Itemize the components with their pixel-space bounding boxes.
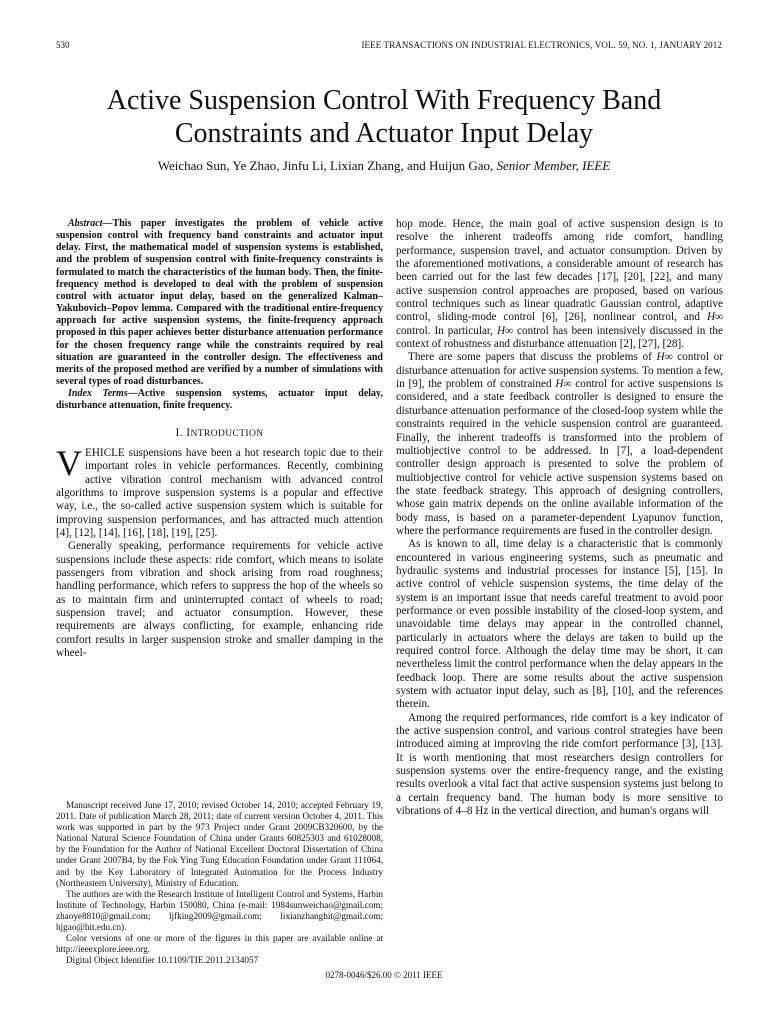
author-names: Weichao Sun, Ye Zhao, Jinfu Li, Lixian Zhang, and Huijun Gao, xyxy=(157,158,494,173)
footnote-block xyxy=(56,800,383,966)
section-numeral: I. xyxy=(175,426,183,439)
intro-paragraph-2: Generally speaking, performance requirements for vehicle active suspensions include these aspects: ride comfort, which means to isolate passengers from vibration and shock arising from road roughness; handling performance, which refers to suppress the hop of the wheels so as to maintain firm and uninterrupted contact of wheels to road; suspension travel; and actuator consumption. However, these requirements are always conflicting, for example, enhancing ride comfort results in larger suspension stroke and smaller damping in the wheel- xyxy=(56,540,383,659)
abstract-text: This paper investigates the problem of vehicle active suspension control with frequency band constraints and actuator input delay. First, the mathematical model of suspension systems is established, and the problem of suspension control with finite-frequency constraints is formulated to match the characteristics of the human body. Then, the finite-frequency method is developed to deal with the problem of suspension control with actuator input delay, based on the generalized Kalman–Yakubovich–Popov lemma. Compared with the traditional entire-frequency approach for active suspension systems, the finite-frequency approach proposed in this paper achieves better disturbance attenuation performance for the chosen frequency range while the constraints required by real situation are guaranteed in the controller design. The effectiveness and merits of the proposed method are verified by a number of simulations with several types of road disturbances. xyxy=(56,218,383,388)
h-infinity: H∞ xyxy=(706,311,723,324)
section-rest: NTRODUCTION xyxy=(190,428,264,439)
footnote-affiliation: The authors are with the Research Institute of Intelligent Control and Systems, Harbin Institute of Technology, Harbin 150080, China (e-mail: 1984sunweichao@gmail.com; zhaoye8810@gmail.com; ljfking2009@gmail.com; lixianzhanghit@gmail.com; hjgao@hit.edu.cn). xyxy=(56,888,383,933)
right-paragraph-3: As is known to all, time delay is a characteristic that is commonly encountered in various engineering systems, such as pneumatic and hydraulic systems and industrial processes for instance [5], [15]. In active control of vehicle suspension systems, the time delay of the system is an important issue that needs careful treatment to avoid poor performance or even possible instability of the closed-loop system, and unavoidable time delays may appear in the controlled channel, particularly in actuators where the delays are taken to build up the required control force. Although the delay time may be short, it can nevertheless limit the control performance when the delay appears in the feedback loop. There are some results about the active suspension system with actuator input delay, such as [8], [10], and the references therein. xyxy=(396,538,723,711)
index-terms-text: Active suspension systems, actuator input delay, disturbance attenuation, finite frequency. xyxy=(56,388,383,412)
index-terms-label: Index Terms— xyxy=(68,388,138,400)
page-number: 530 xyxy=(56,40,70,50)
footnote-doi: Digital Object Identifier 10.1109/TIE.2011.2134057 xyxy=(66,955,259,966)
intro-p1-text: EHICLE suspensions have been a hot research topic due to their important roles in vehicle performances. Recently, combining active vibration control mechanism with advanced control algorithms to improve suspension systems is a popular and effective way, i.e., the so-called active suspension system which is suitable for improving suspension performances, and has attracted much attention [4], [12], [14], [16], [18], [19], [25]. xyxy=(56,446,383,539)
drop-cap: V xyxy=(56,442,82,483)
right-paragraph-4: Among the required performances, ride comfort is a key indicator of the active suspension control, and various control strategies have been introduced aiming at improving the ride comfort performance [3], [13]. It is worth mentioning that most researchers design controllers for suspension systems over the entire-frequency range, and the existing results overlook a vital fact that active suspension systems just belong to a certain frequency band. The human body is more sensitive to vibrations of 4–8 Hz in the vertical direction, and human's organs will xyxy=(396,711,723,818)
author-membership: Senior Member, IEEE xyxy=(496,158,611,173)
paper-title: Active Suspension Control With Frequency Band Constraints and Actuator Input Delay xyxy=(106,85,662,149)
footnote-manuscript: Manuscript received June 17, 2010; revised October 14, 2010; accepted February 19, 2011. Date of publication March 28, 2011; date of current version October 4, 2011. This work was supported in part by the 973 Project under Grant 2009CB320600, by the National Natural Science Foundation of China under Grants 60825303 and 61028008, by the Foundation for the Author of National Excellent Doctoral Dissertation of China under Grant 2007B4, by the Fok Ying Tung Education Foundation under Grant 111064, and by the Key Laboratory of Integrated Automation for the Process Industry (Northeastern University), Ministry of Education. xyxy=(56,800,383,888)
h-infinity: H∞ xyxy=(555,378,572,391)
intro-paragraph-1 xyxy=(56,442,383,540)
h-infinity: H∞ xyxy=(496,324,514,337)
section-heading-introduction xyxy=(56,427,383,441)
author-line xyxy=(40,158,728,174)
abstract xyxy=(56,218,383,388)
right-paragraph-1: hop mode. Hence, the main goal of active suspension design is to resolve the inherent tradeoffs among ride comfort, handling performance, suspension travel, and actuator consumption. Driven by the aforementioned motivations, a considerable amount of research has been carried out for the last few decades [17], [20], [22], and many active suspension control approaches are proposed, based on various control techniques such as linear quadratic Gaussian control, adaptive control, sliding-mode control [6], [26], nonlinear control, and H∞ control. In particular, H∞ control has been intensively discussed in the context of robustness and disturbance attenuation [2], [27], [28]. xyxy=(396,218,723,351)
right-column xyxy=(396,218,723,818)
index-terms xyxy=(56,388,383,412)
left-column xyxy=(56,218,383,660)
footnote-color: Color versions of one or more of the figures in this paper are available online at http://ieeexplore.ieee.org. xyxy=(56,933,383,955)
copyright-line: 0278-0046/$26.00 © 2011 IEEE xyxy=(325,970,443,980)
right-paragraph-2: There are some papers that discuss the problems of H∞ control or disturbance attenuation for active suspension systems. To mention a few, in [9], the problem of constrained H∞ control for active suspensions is considered, and a state feedback controller is designed to ensure the disturbance attenuation performance of the closed-loop system while the constraints required in the vehicle suspension control are guaranteed. Finally, the inherent tradeoffs is transformed into the problem of multiobjective control to be addressed. In [7], a load-dependent controller design approach is presented to solve the problem of multiobjective control for vehicle active suspension systems based on the state feedback strategy. This approach of designing controllers, whose gain matrix depends on the online available information of the body mass, is based on a parameter-dependent Lyapunov function, where the performance requirements are fused in the controller design. xyxy=(396,351,723,537)
h-infinity: H∞ xyxy=(656,351,673,364)
abstract-label: Abstract— xyxy=(68,218,113,229)
section-initial: I xyxy=(186,426,191,439)
journal-header: IEEE TRANSACTIONS ON INDUSTRIAL ELECTRONICS, VOL. 59, NO. 1, JANUARY 2012 xyxy=(361,40,722,50)
